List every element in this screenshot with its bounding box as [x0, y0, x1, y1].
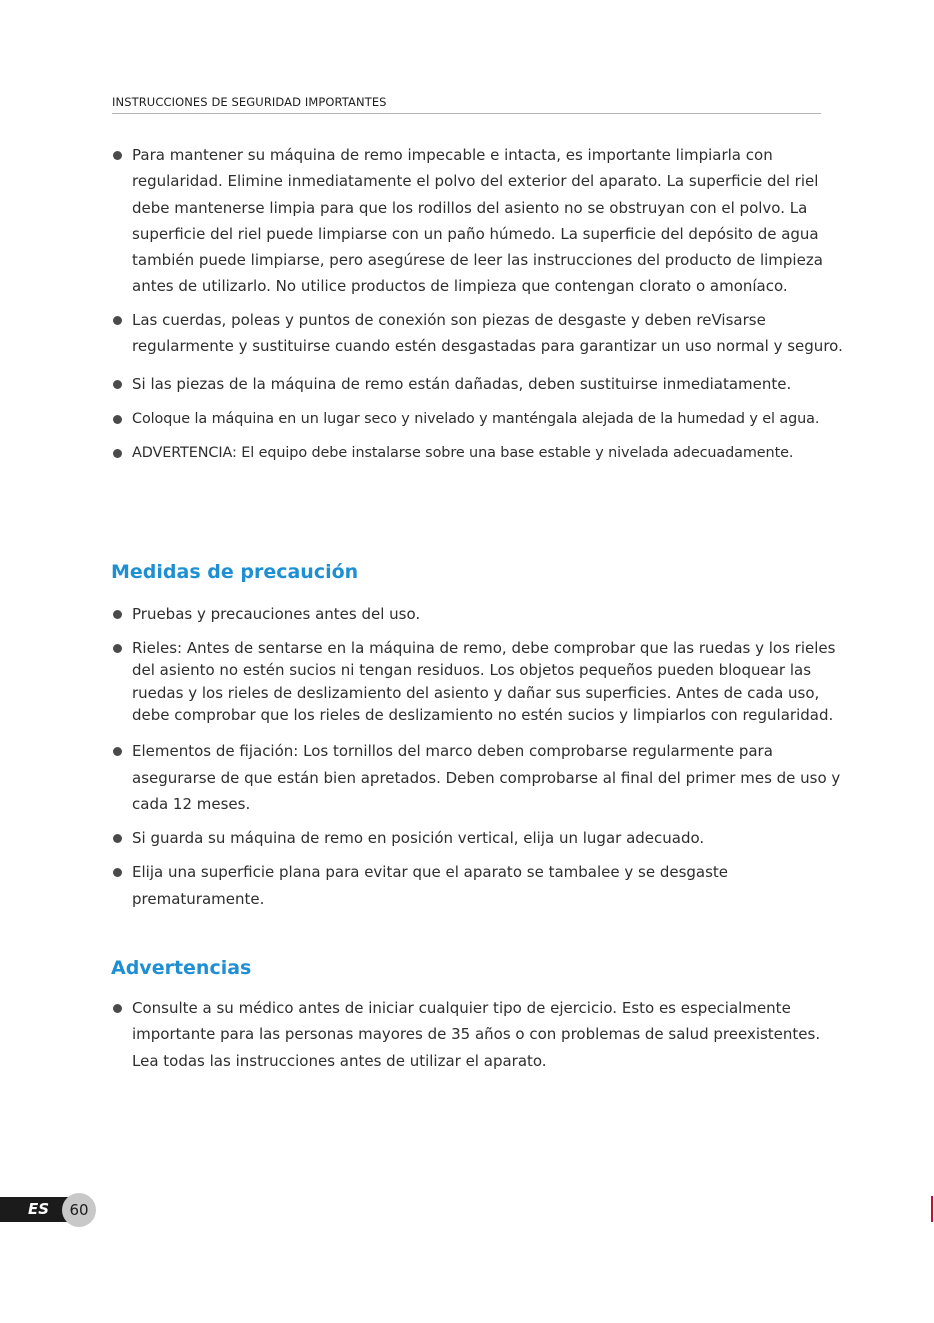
safety-list [111, 142, 851, 474]
bullet-icon [113, 1004, 122, 1013]
bullet-icon [113, 380, 122, 389]
list-item [111, 406, 851, 432]
list-item [111, 859, 851, 912]
warnings-list [111, 995, 851, 1074]
bullet-icon [113, 316, 122, 325]
list-item [111, 142, 851, 300]
list-item-text: Si las piezas de la máquina de remo están dañadas, deben sustituirse inmediatamente. [132, 375, 792, 394]
list-item-text: Rieles: Antes de sentarse en la máquina de remo, debe comprobar que las ruedas y los rieles del asiento no estén sucios ni tengan residuos. Los objetos pequeños pueden bloquear las ruedas y los rieles de deslizamiento del asiento y dañar sus superficies. Antes de cada uso, debe comprobar que los rieles de deslizamiento no estén sucios y limpiarlos con regularidad. [132, 638, 836, 725]
list-item-text: Si guarda su máquina de remo en posición vertical, elija un lugar adecuado. [132, 828, 705, 847]
language-tab: ES [0, 1197, 78, 1222]
running-header: INSTRUCCIONES DE SEGURIDAD IMPORTANTES [112, 95, 821, 114]
list-item-text: Elija una superficie plana para evitar que el aparato se tambalee y se desgaste prematuramente. [132, 863, 729, 908]
list-item [111, 307, 851, 360]
precautions-heading: Medidas de precaución [111, 561, 359, 583]
list-item-text: Las cuerdas, poleas y puntos de conexión son piezas de desgaste y deben reVisarse regularmente y sustituirse cuando estén desgastadas para garantizar un uso normal y seguro. [132, 310, 843, 356]
list-item [111, 738, 851, 818]
list-item [111, 371, 851, 397]
bullet-icon [113, 868, 122, 877]
list-item-text: ADVERTENCIA: El equipo debe instalarse sobre una base estable y nivelada adecuadamente. [132, 444, 794, 461]
bullet-icon [113, 834, 122, 843]
bullet-icon [113, 449, 122, 458]
precautions-list [111, 603, 851, 919]
warnings-heading: Advertencias [111, 957, 252, 979]
bullet-icon [113, 415, 122, 424]
list-item-text: Para mantener su máquina de remo impecable e intacta, es importante limpiarla con regularidad. Elimine inmediatamente el polvo del exterior del aparato. La superficie del riel debe mantenerse limpia para que los rodillos del asiento no se obstruyan con el polvo. La superficie del riel puede limpiarse con un paño húmedo. La superficie del depósito de agua también puede limpiarse, pero asegúrese de leer las instrucciones del producto de limpieza antes de utilizarlo. No utilice productos de limpieza que contengan clorato o amoníaco. [132, 146, 823, 296]
edge-marker [931, 1196, 933, 1222]
list-item [111, 825, 851, 852]
list-item [111, 440, 851, 466]
page-number: 60 [62, 1193, 96, 1227]
bullet-icon [113, 644, 122, 653]
list-item [111, 603, 851, 625]
list-item-text: Elementos de fijación: Los tornillos del marco deben comprobarse regularmente para asegurarse de que están bien apretados. Deben comprobarse al final del primer mes de uso y cada 12 meses. [132, 742, 841, 814]
bullet-icon [113, 610, 122, 619]
list-item [111, 995, 851, 1074]
list-item-text: Coloque la máquina en un lugar seco y nivelado y manténgala alejada de la humedad y el agua. [132, 410, 820, 427]
list-item-text: Pruebas y precauciones antes del uso. [132, 605, 421, 623]
list-item-text: Consulte a su médico antes de iniciar cualquier tipo de ejercicio. Esto es especialmente importante para las personas mayores de 35 años o con problemas de salud preexistentes. Lea todas las instrucciones antes de utilizar el aparato. [132, 999, 821, 1070]
bullet-icon [113, 151, 122, 160]
list-item [111, 637, 851, 727]
bullet-icon [113, 747, 122, 756]
